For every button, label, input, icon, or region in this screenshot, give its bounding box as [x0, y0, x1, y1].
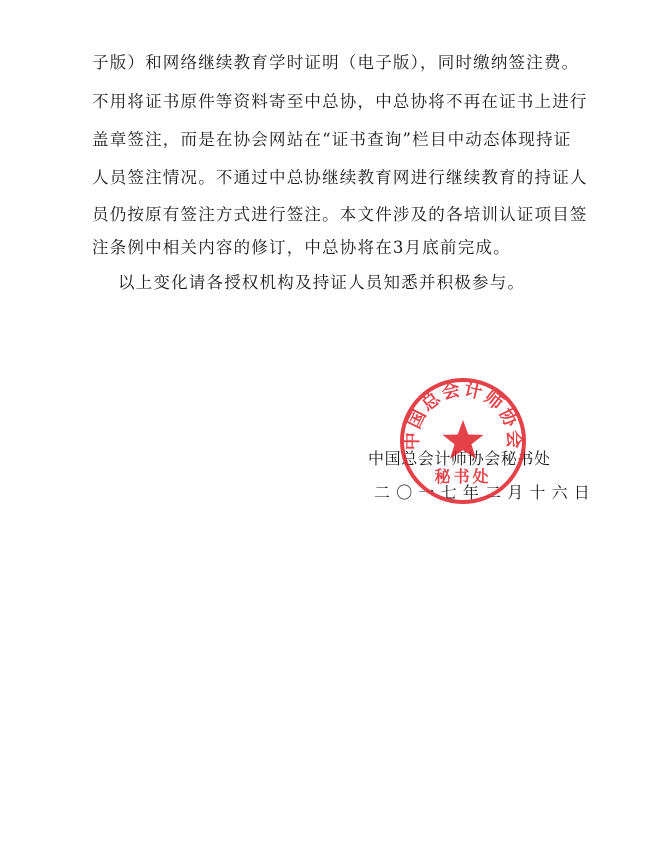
body-line-3: 盖章签注，而是在协会网站在“证书查询”栏目中动态体现持证	[92, 130, 572, 149]
official-seal-icon	[398, 376, 528, 506]
body-line-6: 注条例中相关内容的修订，中总协将在3月底前完成。	[92, 238, 511, 257]
body-line-1: 子版）和网络继续教育学时证明（电子版），同时缴纳签注费。	[92, 53, 580, 72]
seal-star-icon	[443, 420, 484, 459]
body-line-4: 人员签注情况。不通过中总协继续教育网进行继续教育的持证人	[92, 168, 588, 187]
seal-ring-text: 中国总会计师协会	[401, 379, 525, 451]
seal-center-text: 秘书处	[434, 467, 492, 486]
body-line-2: 不用将证书原件等资料寄至中总协，中总协将不再在证书上进行	[92, 92, 588, 111]
closing-paragraph: 以上变化请各授权机构及持证人员知悉并积极参与。	[118, 273, 526, 292]
signature-organization: 中国总会计师协会秘书处	[368, 449, 551, 468]
body-line-5: 员仍按原有签注方式进行签注。本文件涉及的各培训认证项目签	[92, 205, 588, 224]
signature-date: 二〇一七年二月十六日	[374, 483, 597, 502]
